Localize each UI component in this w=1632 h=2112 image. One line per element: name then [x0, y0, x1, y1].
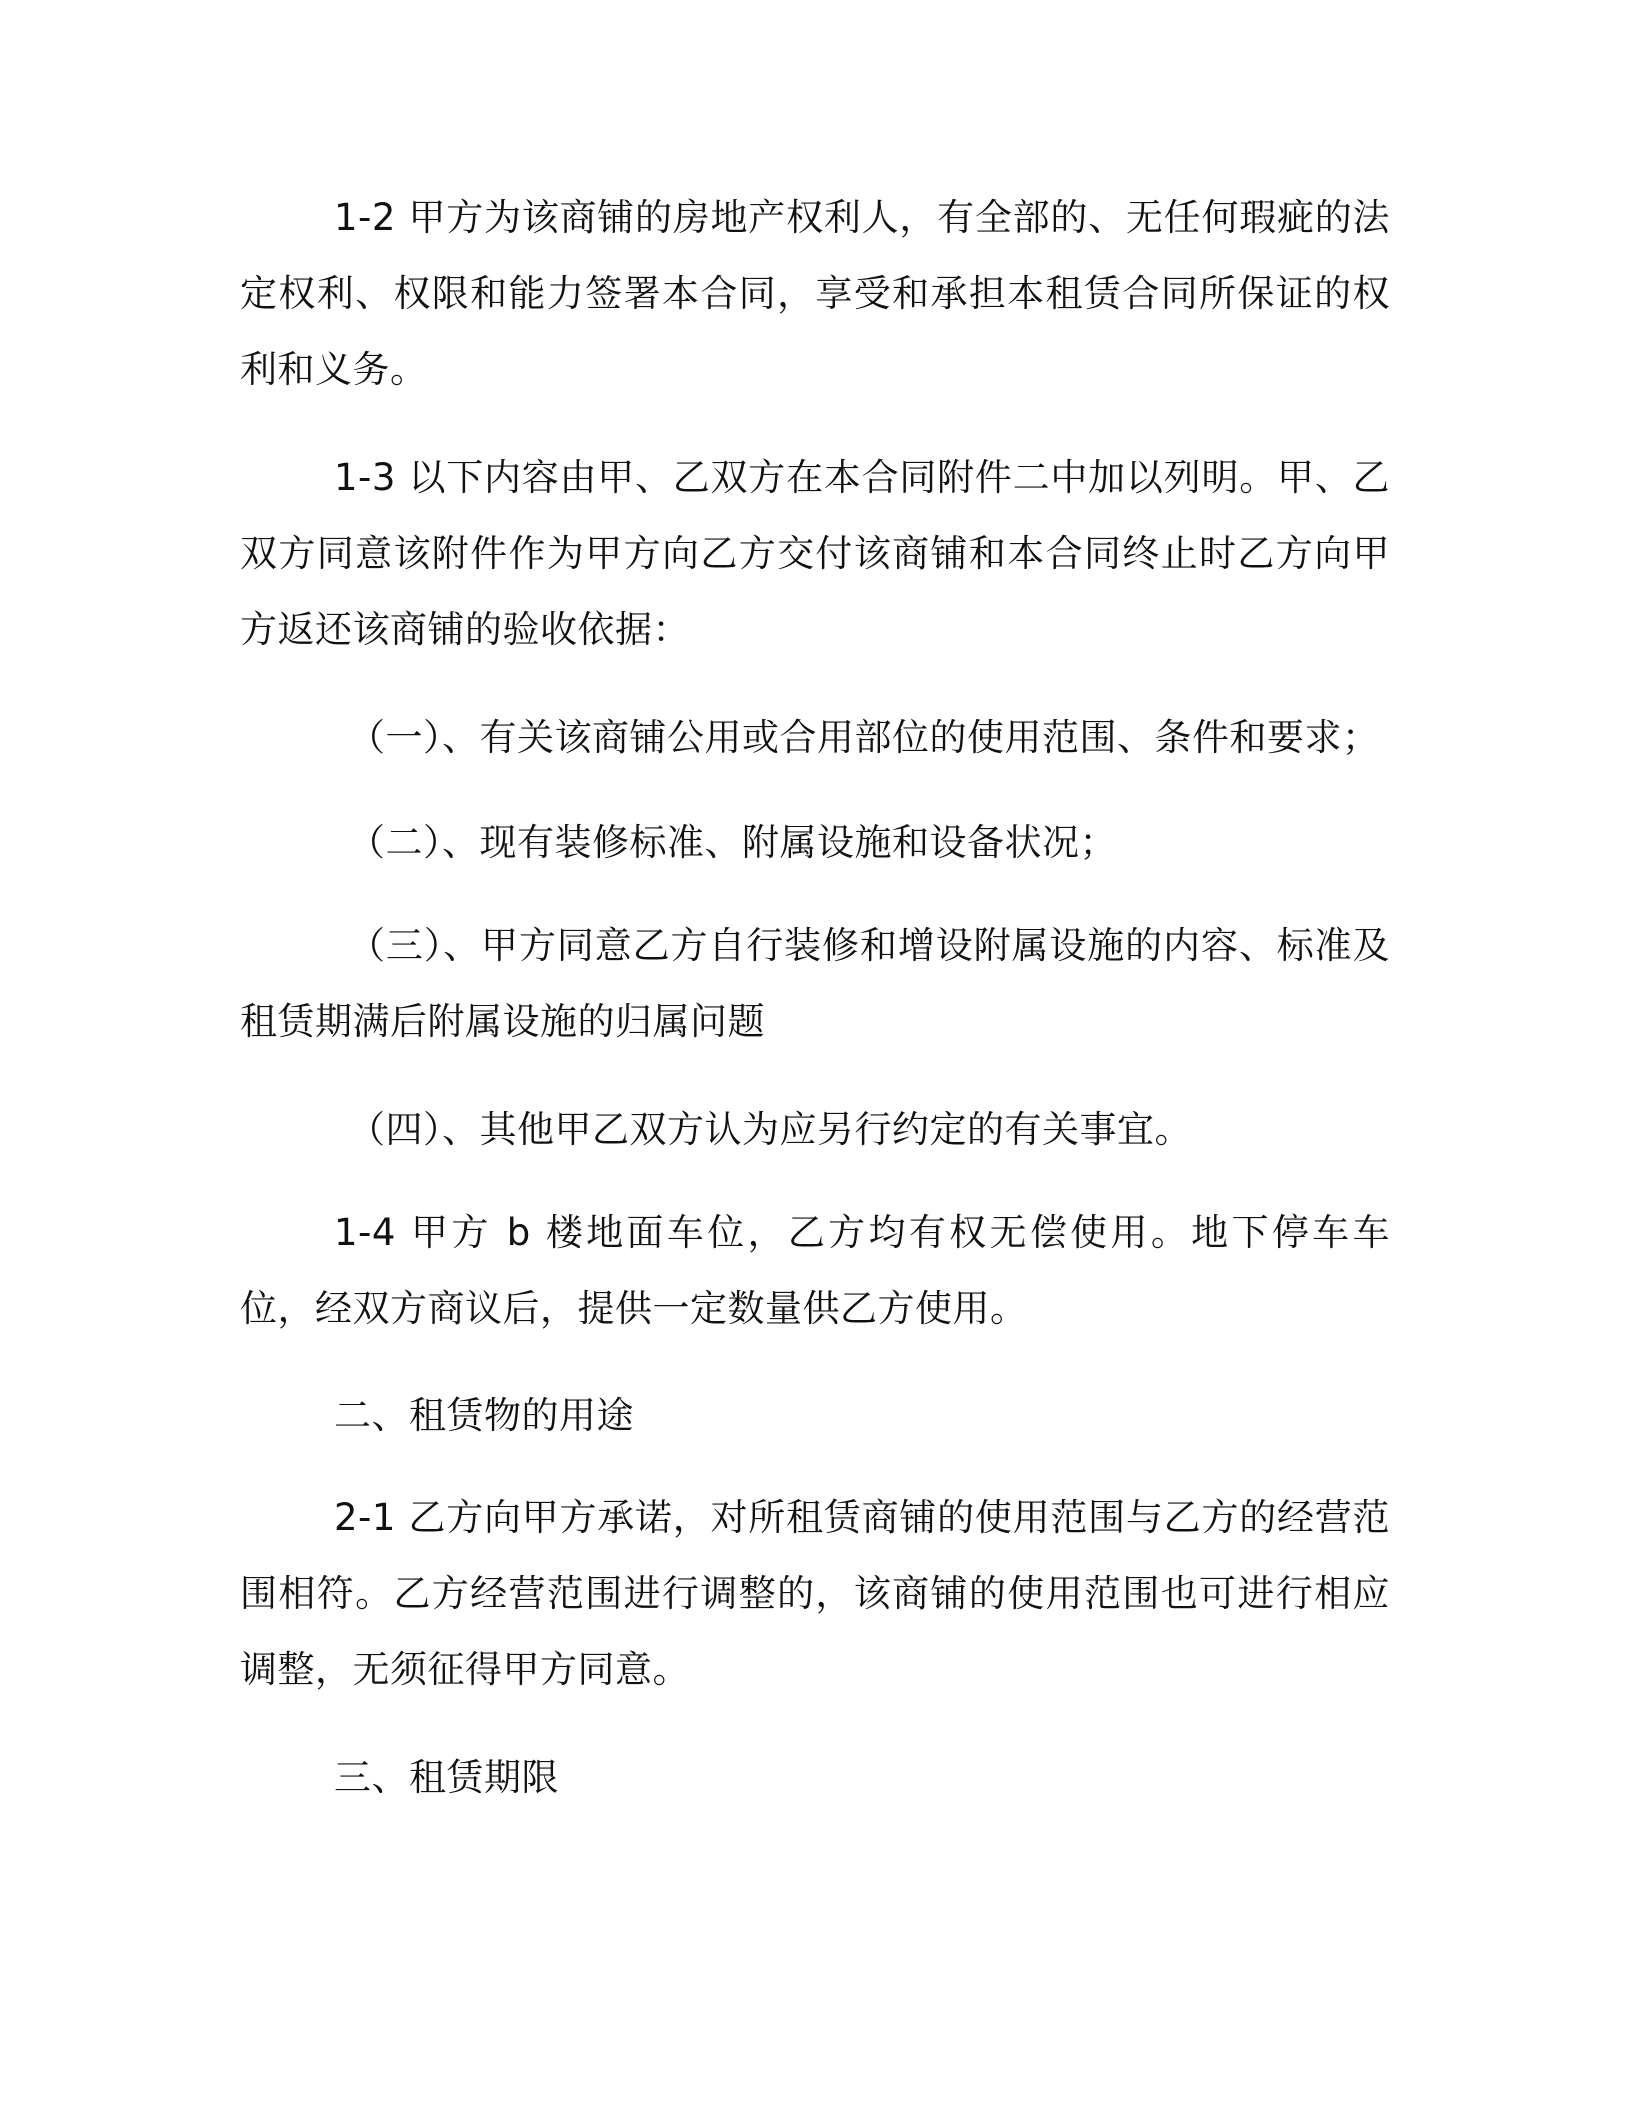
clause-1-3-item-3: （三）、甲方同意乙方自行装修和增设附属设施的内容、标准及租赁期满后附属设施的归属问题	[240, 924, 1390, 1043]
clause-1-2: 1-2 甲方为该商铺的房地产权利人，有全部的、无任何瑕疵的法定权利、权限和能力签署本合同，享受和承担本租赁合同所保证的权利和义务。	[240, 196, 1390, 391]
clause-2-1: 2-1 乙方向甲方承诺，对所租赁商铺的使用范围与乙方的经营范围相符。乙方经营范围进行调整的，该商铺的使用范围也可进行相应调整，无须征得甲方同意。	[240, 1496, 1390, 1691]
section-heading-3: 三、租赁期限	[334, 1756, 559, 1799]
section-heading-2: 二、租赁物的用途	[334, 1394, 634, 1437]
clause-1-3: 1-3 以下内容由甲、乙双方在本合同附件二中加以列明。甲、乙双方同意该附件作为甲方向乙方交付该商铺和本合同终止时乙方向甲方返还该商铺的验收依据：	[240, 456, 1390, 651]
clause-1-3-item-4: （四）、其他甲乙双方认为应另行约定的有关事宜。	[348, 1108, 1192, 1151]
clause-1-3-item-1: （一）、有关该商铺公用或合用部位的使用范围、条件和要求；	[348, 716, 1380, 759]
clause-1-4: 1-4 甲方 b 楼地面车位，乙方均有权无偿使用。地下停车车位，经双方商议后，提供一定数量供乙方使用。	[240, 1211, 1390, 1330]
clause-1-3-item-2: （二）、现有装修标准、附属设施和设备状况；	[348, 821, 1117, 864]
